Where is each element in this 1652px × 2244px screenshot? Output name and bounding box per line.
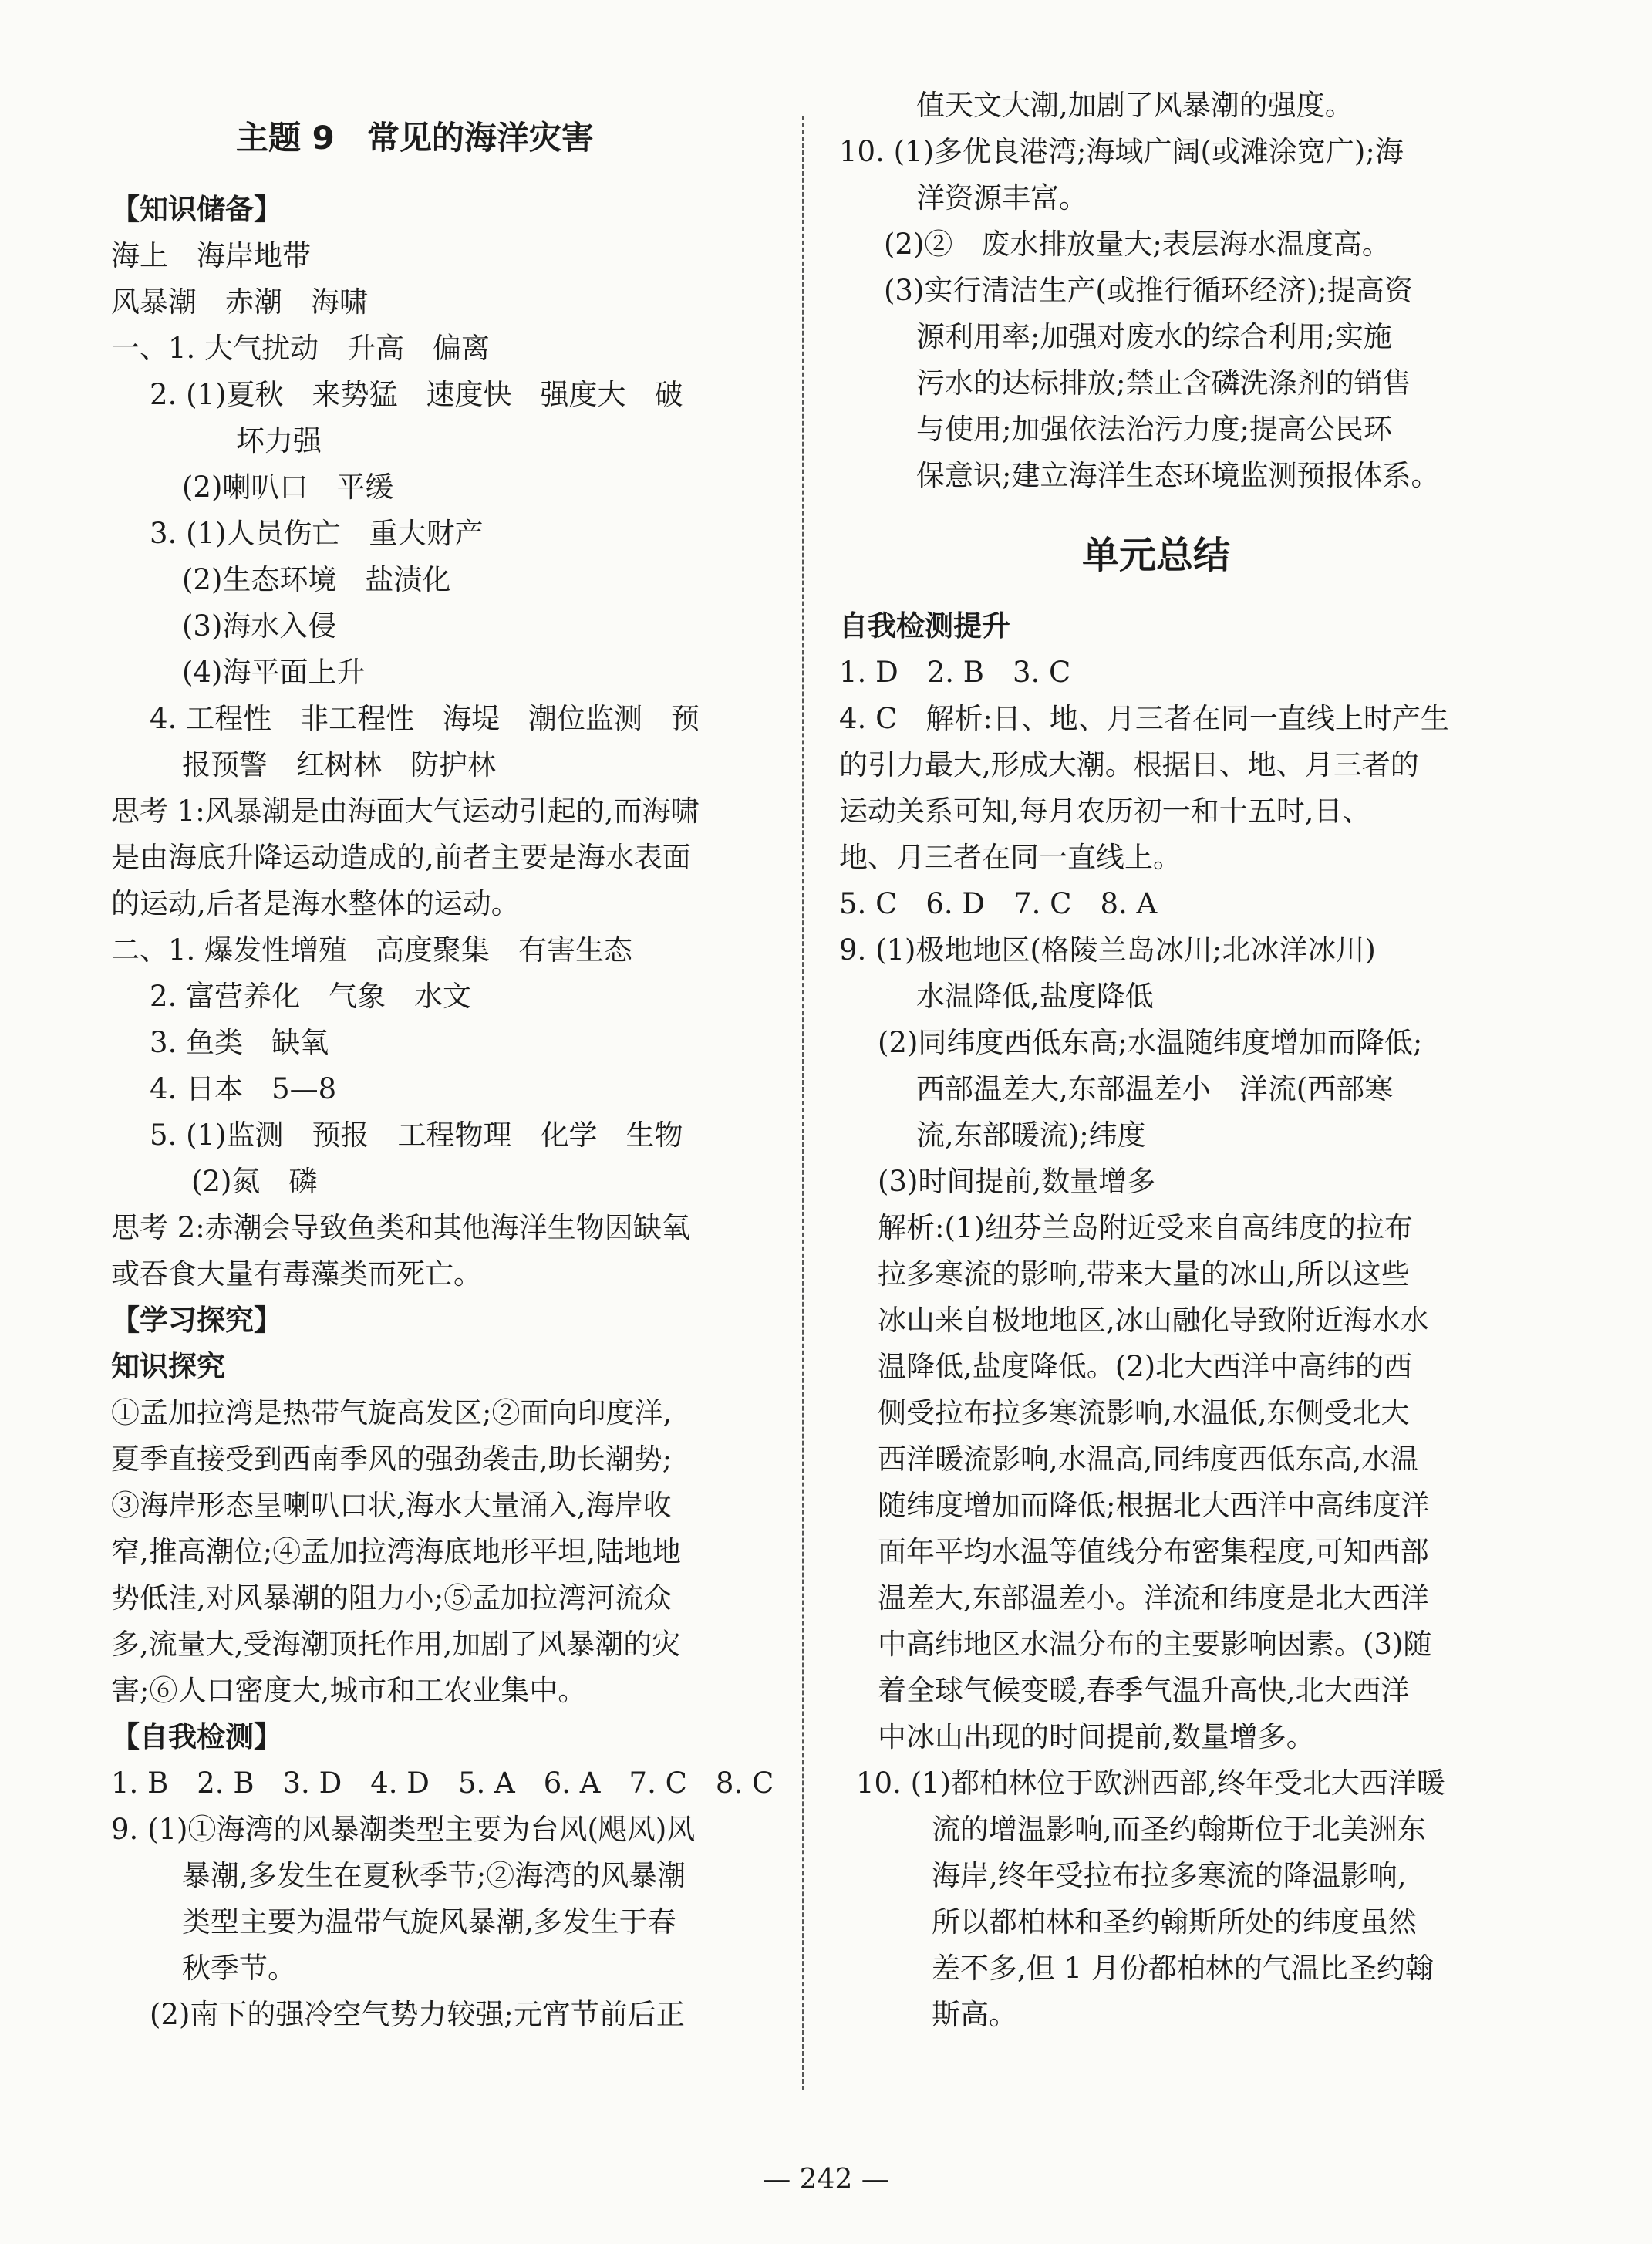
column-divider — [802, 116, 804, 2090]
left-line: 的运动,后者是海水整体的运动。 — [111, 887, 520, 920]
left-line: 报预警 红树林 防护林 — [182, 748, 496, 781]
left-line: 【知识储备】 — [111, 193, 282, 226]
right-line: 冰山来自极地地区,冰山融化导致附近海水水 — [878, 1304, 1429, 1337]
right-line: 面年平均水温等值线分布密集程度,可知西部 — [878, 1535, 1429, 1568]
left-line: 【学习探究】 — [111, 1304, 282, 1337]
right-line: (2)同纬度西低东高;水温随纬度增加而降低; — [878, 1026, 1423, 1059]
left-line: 5. (1)监测 预报 工程物理 化学 生物 — [150, 1119, 683, 1152]
right-line: 解析:(1)纽芬兰岛附近受来自高纬度的拉布 — [878, 1211, 1413, 1244]
right-line: 源利用率;加强对废水的综合利用;实施 — [916, 320, 1392, 353]
left-line: (2)喇叭口 平缓 — [182, 471, 394, 504]
right-line: 着全球气候变暖,春季气温升高快,北大西洋 — [878, 1674, 1410, 1707]
left-line: 秋季节。 — [182, 1952, 296, 1985]
right-line: 单元总结 — [1082, 534, 1231, 577]
left-line: 思考 1:风暴潮是由海面大气运动引起的,而海啸 — [111, 795, 700, 828]
right-line: 流,东部暖流);纬度 — [916, 1119, 1146, 1152]
left-line: (2)氮 磷 — [191, 1165, 318, 1198]
right-line: (2)② 废水排放量大;表层海水温度高。 — [884, 228, 1391, 261]
left-line: 思考 2:赤潮会导致鱼类和其他海洋生物因缺氧 — [111, 1211, 690, 1244]
right-line: 与使用;加强依法治污力度;提高公民环 — [916, 413, 1392, 446]
left-line: 3. (1)人员伤亡 重大财产 — [150, 517, 484, 550]
right-line: 地、月三者在同一直线上。 — [839, 841, 1182, 874]
left-line: 3. 鱼类 缺氧 — [150, 1026, 329, 1059]
left-line: 2. 富营养化 气象 水文 — [150, 980, 472, 1013]
left-line: 主题 9 常见的海洋灾害 — [236, 119, 594, 157]
left-line: 海上 海岸地带 — [111, 239, 311, 272]
right-line: 西部温差大,东部温差小 洋流(西部寒 — [916, 1072, 1394, 1105]
right-line: 自我检测提升 — [839, 609, 1010, 643]
page-number: — 242 — — [763, 2164, 889, 2195]
left-line: 势低洼,对风暴潮的阻力小;⑤孟加拉湾河流众 — [111, 1581, 673, 1615]
left-line: ③海岸形态呈喇叭口状,海水大量涌入,海岸收 — [111, 1489, 672, 1522]
left-line: 知识探究 — [111, 1350, 225, 1383]
right-line: 所以都柏林和圣约翰斯所处的纬度虽然 — [932, 1905, 1417, 1939]
left-line: 1. B 2. B 3. D 4. D 5. A 6. A 7. C 8. C — [111, 1767, 774, 1800]
left-line: 4. 日本 5—8 — [150, 1072, 337, 1105]
right-line: 中冰山出现的时间提前,数量增多。 — [878, 1720, 1315, 1753]
right-line: 洋资源丰富。 — [916, 181, 1087, 214]
left-line: 一、1. 大气扰动 升高 偏离 — [111, 332, 491, 365]
right-line: 污水的达标排放;禁止含磷洗涤剂的销售 — [916, 366, 1411, 400]
right-line: (3)实行清洁生产(或推行循环经济);提高资 — [884, 274, 1413, 307]
left-line: 坏力强 — [236, 424, 322, 457]
right-line: 10. (1)多优良港湾;海域广阔(或滩涂宽广);海 — [839, 135, 1404, 168]
left-line: 窄,推高潮位;④孟加拉湾海底地形平坦,陆地地 — [111, 1535, 681, 1568]
right-line: 侧受拉布拉多寒流影响,水温低,东侧受北大 — [878, 1396, 1410, 1429]
left-line: 9. (1)①海湾的风暴潮类型主要为台风(飓风)风 — [111, 1813, 696, 1846]
left-line: 是由海底升降运动造成的,前者主要是海水表面 — [111, 841, 691, 874]
left-line: ①孟加拉湾是热带气旋高发区;②面向印度洋, — [111, 1396, 673, 1429]
right-line: (3)时间提前,数量增多 — [878, 1165, 1156, 1198]
left-line: 害;⑥人口密度大,城市和工农业集中。 — [111, 1674, 587, 1707]
left-line: (2)生态环境 盐渍化 — [182, 563, 451, 596]
right-line: 水温降低,盐度降低 — [916, 980, 1154, 1013]
right-line: 中高纬地区水温分布的主要影响因素。(3)随 — [878, 1628, 1432, 1661]
right-line: 保意识;建立海洋生态环境监测预报体系。 — [916, 459, 1440, 492]
right-line: 拉多寒流的影响,带来大量的冰山,所以这些 — [878, 1257, 1410, 1291]
left-line: 暴潮,多发生在夏秋季节;②海湾的风暴潮 — [182, 1859, 686, 1892]
right-line: 值天文大潮,加剧了风暴潮的强度。 — [916, 89, 1354, 122]
left-line: 4. 工程性 非工程性 海堤 潮位监测 预 — [150, 702, 700, 735]
left-line: 类型主要为温带气旋风暴潮,多发生于春 — [182, 1905, 676, 1939]
left-line: 【自我检测】 — [111, 1720, 282, 1753]
left-line: (2)南下的强冷空气势力较强;元宵节前后正 — [150, 1998, 685, 2031]
right-line: 1. D 2. B 3. C — [839, 656, 1071, 689]
right-line: 温降低,盐度降低。(2)北大西洋中高纬的西 — [878, 1350, 1413, 1383]
right-line: 斯高。 — [932, 1998, 1017, 2031]
right-line: 西洋暖流影响,水温高,同纬度西低东高,水温 — [878, 1443, 1419, 1476]
left-line: 夏季直接受到西南季风的强劲袭击,助长潮势; — [111, 1443, 673, 1476]
right-line: 9. (1)极地地区(格陵兰岛冰川;北冰洋冰川) — [839, 933, 1376, 967]
left-line: 风暴潮 赤潮 海啸 — [111, 285, 368, 319]
left-line: 2. (1)夏秋 来势猛 速度快 强度大 破 — [150, 378, 683, 411]
right-line: 运动关系可知,每月农历初一和十五时,日、 — [839, 795, 1371, 828]
left-line: 二、1. 爆发性增殖 高度聚集 有害生态 — [111, 933, 633, 967]
left-line: 多,流量大,受海潮顶托作用,加剧了风暴潮的灾 — [111, 1628, 681, 1661]
left-line: (4)海平面上升 — [182, 656, 366, 689]
right-line: 流的增温影响,而圣约翰斯位于北美洲东 — [932, 1813, 1426, 1846]
right-line: 差不多,但 1 月份都柏林的气温比圣约翰 — [932, 1952, 1434, 1985]
right-line: 随纬度增加而降低;根据北大西洋中高纬度洋 — [878, 1489, 1430, 1522]
left-line: (3)海水入侵 — [182, 609, 337, 643]
right-line: 的引力最大,形成大潮。根据日、地、月三者的 — [839, 748, 1419, 781]
right-line: 10. (1)都柏林位于欧洲西部,终年受北大西洋暖 — [856, 1767, 1445, 1800]
right-line: 温差大,东部温差小。洋流和纬度是北大西洋 — [878, 1581, 1429, 1615]
right-line: 4. C 解析:日、地、月三者在同一直线上时产生 — [839, 702, 1449, 735]
left-line: 或吞食大量有毒藻类而死亡。 — [111, 1257, 482, 1291]
right-line: 海岸,终年受拉布拉多寒流的降温影响, — [932, 1859, 1407, 1892]
right-line: 5. C 6. D 7. C 8. A — [839, 887, 1158, 920]
